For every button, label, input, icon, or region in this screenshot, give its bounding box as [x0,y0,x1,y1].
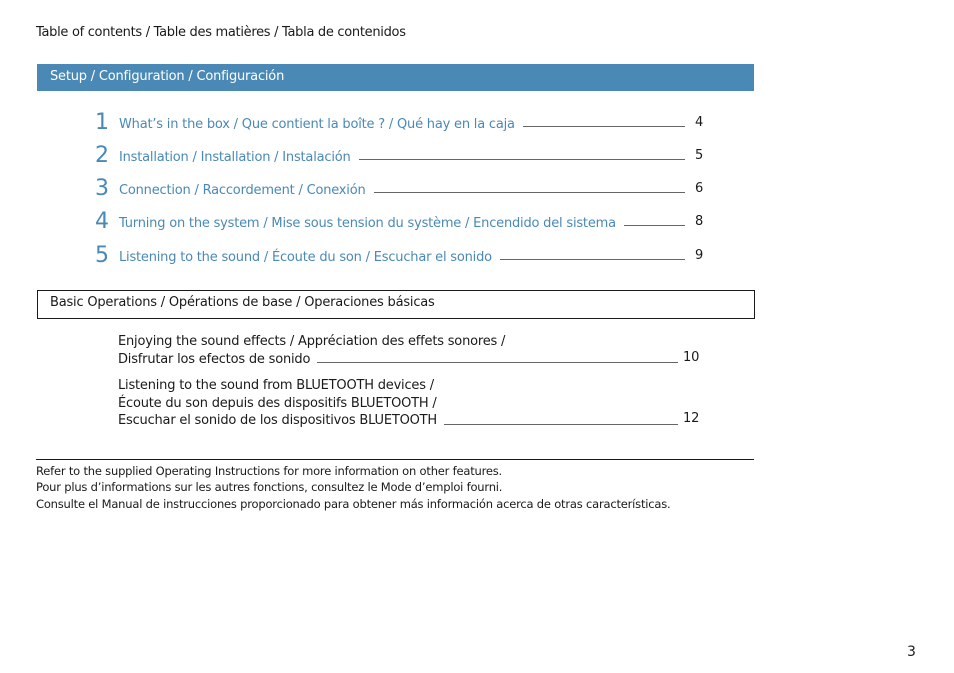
note-line: Refer to the supplied Operating Instructions for more information on other features. [36,464,503,478]
leader-line [500,259,685,260]
toc-item-number: 2 [95,143,109,168]
setup-heading: Setup / Configuration / Configuración [50,69,285,84]
toc-item-number: 5 [95,243,109,268]
bottom-divider [36,459,754,460]
setup-heading-bar [37,64,754,91]
notes [36,463,670,512]
basic-heading-box [37,290,755,319]
toc-item-page: 4 [695,115,704,130]
toc-item-page: 8 [695,214,704,229]
toc-item-page: 9 [695,248,704,263]
toc-item-link[interactable]: Installation / Installation / Instalación [119,150,351,165]
toc-item-2[interactable] [95,139,705,167]
leader-line [317,362,678,363]
basic-item-2[interactable] [118,377,703,430]
toc-item-number: 1 [95,110,109,135]
basic-item-1[interactable] [118,333,703,368]
basic-item-line: Enjoying the sound effects / Appréciation des effets sonores / [118,334,506,349]
toc-item-link[interactable]: Connection / Raccordement / Conexión [119,183,366,198]
basic-item-line: Disfrutar los efectos de sonido [118,351,311,367]
note-line: Pour plus d’informations sur les autres fonctions, consultez le Mode d’emploi fourni. [36,480,503,495]
toc-item-5[interactable] [95,239,705,267]
basic-item-line: Écoute du son depuis des dispositifs BLUETOOTH / [118,395,437,411]
basic-item-line: Listening to the sound from BLUETOOTH devices / [118,378,434,393]
basic-item-page: 12 [683,411,700,426]
basic-item-last-line [118,351,703,369]
basic-item-page: 10 [683,349,700,365]
basic-item-last-line [118,412,703,430]
toc-item-page: 5 [695,148,704,163]
leader-line [359,159,685,160]
toc-item-3[interactable] [95,172,705,200]
note-line: Consulte el Manual de instrucciones proporcionado para obtener más información acerca de otras características. [36,496,671,511]
basic-item-line: Escuchar el sonido de los dispositivos BLUETOOTH [118,413,437,428]
doc-title: Table of contents / Table des matières / Tabla de contenidos [36,25,406,40]
leader-line [444,424,678,425]
toc-item-link[interactable]: What’s in the box / Que contient la boîte ? / Qué hay en la caja [119,117,515,132]
basic-heading: Basic Operations / Opérations de base / Operaciones básicas [50,295,435,310]
toc-item-link[interactable]: Turning on the system / Mise sous tension du système / Encendido del sistema [119,216,616,231]
toc-item-page: 6 [695,181,704,196]
leader-line [523,126,685,127]
page-number: 3 [907,644,916,660]
leader-line [624,225,685,226]
toc-item-number: 3 [95,176,109,201]
toc-item-number: 4 [95,209,109,234]
toc-item-1[interactable] [95,106,705,134]
leader-line [374,192,685,193]
toc-item-4[interactable] [95,205,705,233]
toc-item-link[interactable]: Listening to the sound / Écoute du son / Escuchar el sonido [119,250,492,265]
